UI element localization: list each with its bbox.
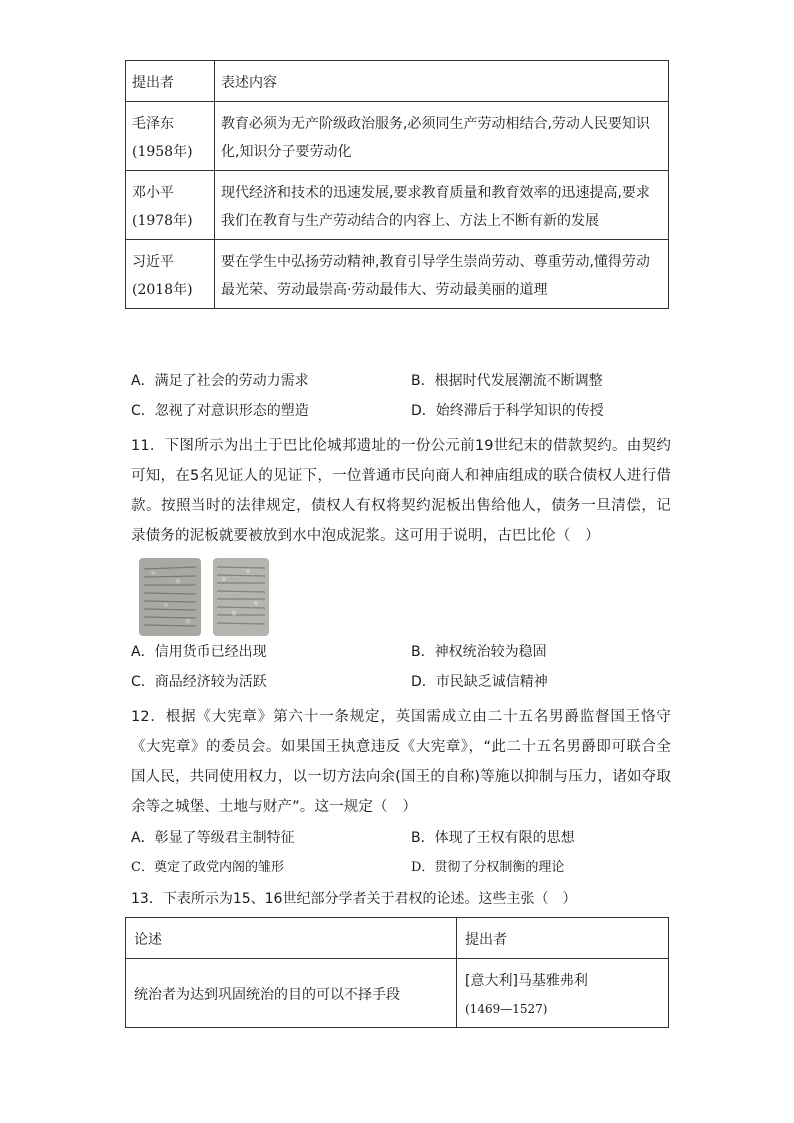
proposer-cell [126, 240, 215, 309]
q10-option-b[interactable]: B．根据时代发展潮流不断调整 [411, 373, 603, 389]
monarchy-theory-table [125, 917, 669, 1028]
q12-option-b[interactable]: B．体现了王权有限的思想 [411, 830, 575, 846]
table-row [126, 102, 669, 171]
q12-stem: 12．根据《大宪章》第六十一条规定，英国需成立由二十五名男爵监督国王恪守《大宪章》的委员会。如果国王执意违反《大宪章》，“此二十五名男爵即可联合全国人民，共同使用权力，以一切方法向余(国王的自称)等施以抑制与压力，诸如夺取余等之城堡、土地与财产”。这一规定（ ） [131, 709, 671, 815]
proposer-year: (1958年) [132, 144, 193, 160]
table-row [126, 959, 669, 1028]
table-header-row [126, 61, 669, 102]
proposer-name: [意大利]马基雅弗利 [465, 973, 588, 989]
header-proposer: 提出者 [457, 918, 669, 959]
header-statement: 论述 [126, 918, 457, 959]
q12-option-a[interactable]: A．彰显了等级君主制特征 [131, 830, 295, 846]
education-labor-table [125, 60, 669, 309]
table-row [126, 240, 669, 309]
proposer-years: (1469—1527) [465, 1002, 548, 1016]
q12-option-c[interactable]: C．奠定了政党内阁的雏形 [131, 860, 284, 875]
proposer-name: 邓小平 [132, 185, 174, 201]
table-row [126, 171, 669, 240]
q13-stem: 13．下表所示为15、16世纪部分学者关于君权的论述。这些主张（ ） [131, 891, 577, 907]
q12-option-d[interactable]: D．贯彻了分权制衡的理论 [411, 860, 565, 875]
statement-cell: 教育必须为无产阶级政治服务,必须同生产劳动相结合,劳动人民要知识化,知识分子要劳动化 [215, 102, 669, 171]
proposer-year: (2018年) [132, 282, 193, 298]
proposer-year: (1978年) [132, 213, 193, 229]
clay-tablet-back-image [212, 557, 270, 637]
table-header-row [126, 918, 669, 959]
q10-option-c[interactable]: C．忽视了对意识形态的塑造 [131, 403, 309, 419]
q11-stem: 11．下图所示为出土于巴比伦城邦遗址的一份公元前19世纪末的借款契约。由契约可知，在5名见证人的见证下，一位普通市民向商人和神庙组成的联合债权人进行借款。按照当时的法律规定，债权人有权将契约泥板出售给他人，债务一旦清偿，记录债务的泥板就要被放到水中泡成泥浆。这可用于说明，古巴比伦（ ） [131, 438, 671, 544]
header-proposer: 提出者 [126, 61, 215, 102]
q10-option-a[interactable]: A．满足了社会的劳动力需求 [131, 373, 309, 389]
header-content: 表述内容 [215, 61, 669, 102]
q11-option-a[interactable]: A．信用货币已经出现 [131, 644, 267, 660]
statement-cell: 现代经济和技术的迅速发展,要求教育质量和教育效率的迅速提高,要求我们在教育与生产劳动结合的内容上、方法上不断有新的发展 [215, 171, 669, 240]
q11-option-b[interactable]: B．神权统治较为稳固 [411, 644, 547, 660]
proposer-cell [126, 102, 215, 171]
q11-option-c[interactable]: C．商品经济较为活跃 [131, 674, 267, 690]
q10-option-d[interactable]: D．始终滞后于科学知识的传授 [411, 403, 604, 419]
proposer-name: 习近平 [132, 254, 174, 270]
statement-cell: 统治者为达到巩固统治的目的可以不择手段 [126, 959, 457, 1028]
q11-option-d[interactable]: D．市民缺乏诚信精神 [411, 674, 548, 690]
proposer-name: 毛泽东 [132, 116, 174, 132]
clay-tablet-front-image [138, 557, 202, 637]
proposer-cell [457, 959, 669, 1028]
proposer-cell [126, 171, 215, 240]
statement-cell: 要在学生中弘扬劳动精神,教育引导学生崇尚劳动、尊重劳动,懂得劳动最光荣、劳动最崇高·劳动最伟大、劳动最美丽的道理 [215, 240, 669, 309]
